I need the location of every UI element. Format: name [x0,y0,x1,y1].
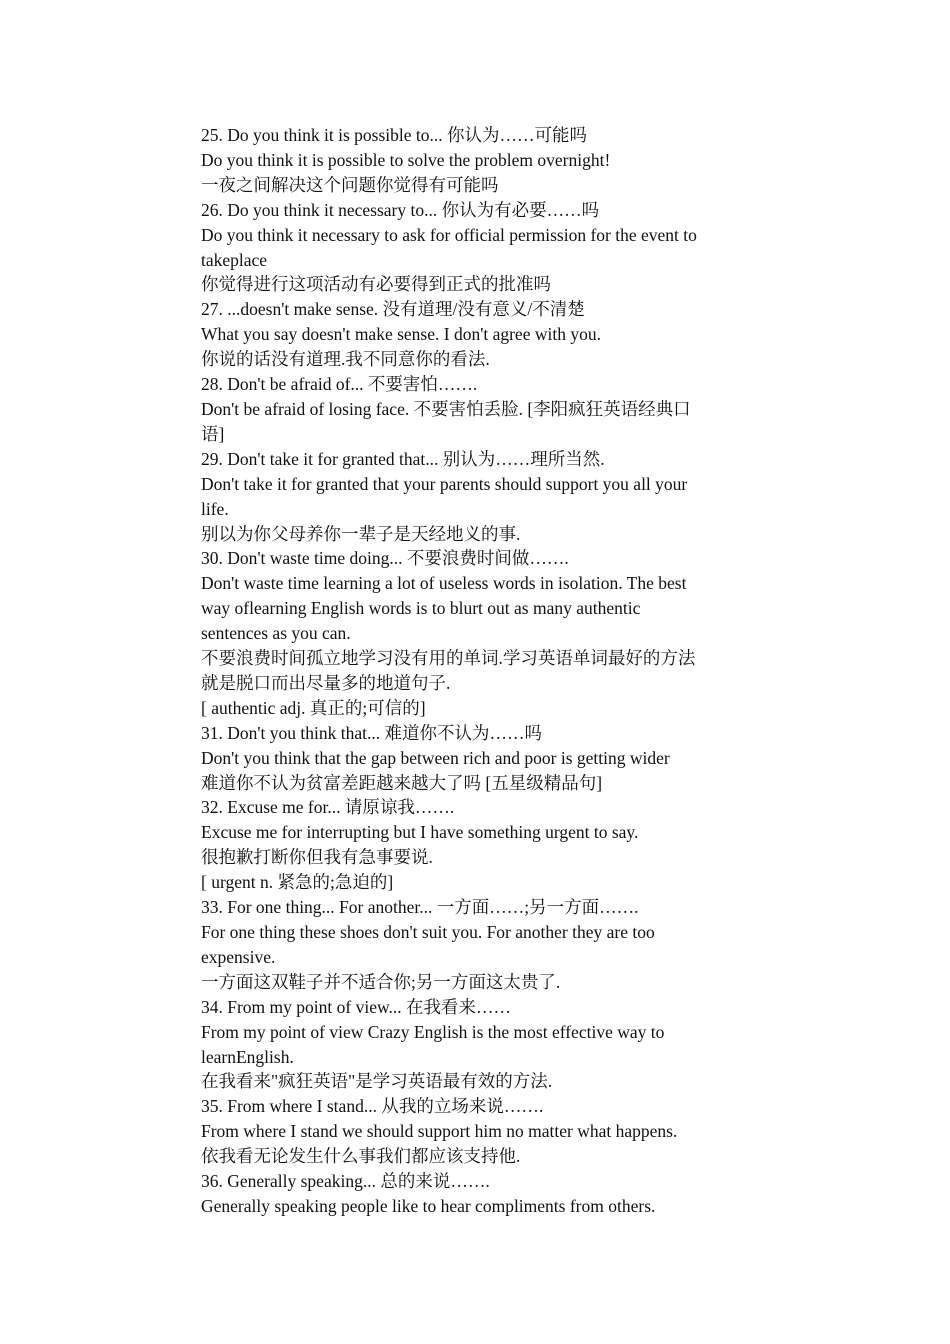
text-line: sentences as you can. [201,623,351,644]
text-line: From where I stand we should support him no matter what happens. [201,1121,678,1142]
text-line: expensive. [201,946,276,967]
text-line: 语] [201,423,225,444]
text-line: 25. Do you think it is possible to... 你认为……可能吗 [201,125,587,145]
text-line: 依我看无论发生什么事我们都应该支持他. [201,1146,521,1167]
text-line: 难道你不认为贫富差距越来越大了吗 [五星级精品句] [201,772,603,793]
text-line: 一夜之间解决这个问题你觉得有可能吗 [201,174,499,195]
text-line: 不要浪费时间孤立地学习没有用的单词.学习英语单词最好的方法 [201,648,696,669]
text-line: Excuse me for interrupting but I have something urgent to say. [201,822,639,843]
text-line: Do you think it is possible to solve the problem overnight! [201,149,611,170]
text-line: 你说的话没有道理.我不同意你的看法. [201,349,490,370]
text-line: life. [201,498,229,519]
text-line: learnEnglish. [201,1046,294,1067]
text-line: 30. Don't waste time doing... 不要浪费时间做……. [201,548,569,569]
text-line: 28. Don't be afraid of... 不要害怕……. [201,374,478,395]
text-line: Generally speaking people like to hear compliments from others. [201,1195,656,1216]
text-line: Don't you think that the gap between rich and poor is getting wider [201,747,670,768]
text-line: 27. ...doesn't make sense. 没有道理/没有意义/不清楚 [201,299,585,320]
text-line: takeplace [201,249,268,270]
text-line: 29. Don't take it for granted that... 别认为……理所当然. [201,448,605,469]
text-line: 在我看来"疯狂英语"是学习英语最有效的方法. [201,1071,553,1092]
text-line: Don't waste time learning a lot of useless words in isolation. The best [201,573,687,594]
text-line: 就是脱口而出尽量多的地道句子. [201,672,451,693]
text-line: Don't be afraid of losing face. 不要害怕丢脸. [李阳疯狂英语经典口 [201,398,691,419]
text-line: Don't take it for granted that your parents should support you all your [201,473,688,494]
text-line: 你觉得进行这项活动有必要得到正式的批准吗 [201,274,551,295]
text-line: 36. Generally speaking... 总的来说……. [201,1171,490,1192]
document-page [201,123,761,1219]
text-line: 32. Excuse me for... 请原谅我……. [201,797,455,818]
text-line: 35. From where I stand... 从我的立场来说……. [201,1096,544,1117]
text-line: 别以为你父母养你一辈子是天经地义的事. [201,523,521,544]
text-line: 26. Do you think it necessary to... 你认为有必要……吗 [201,199,600,220]
text-line: [ authentic adj. 真正的;可信的] [201,697,426,718]
text-line: For one thing these shoes don't suit you. For another they are too [201,922,655,942]
text-line: 34. From my point of view... 在我看来…… [201,996,511,1017]
text-line: 31. Don't you think that... 难道你不认为……吗 [201,722,542,743]
text-line: What you say doesn't make sense. I don't agree with you. [201,324,601,345]
text-line: Do you think it necessary to ask for official permission for the event to [201,224,697,245]
text-line: 很抱歉打断你但我有急事要说. [201,847,433,868]
text-line: From my point of view Crazy English is the most effective way to [201,1021,665,1042]
text-line: 一方面这双鞋子并不适合你;另一方面这太贵了. [201,971,561,992]
text-line: [ urgent n. 紧急的;急迫的] [201,872,394,893]
text-line: way oflearning English words is to blurt out as many authentic [201,598,641,619]
text-line: 33. For one thing... For another... 一方面……;另一方面……. [201,897,639,918]
